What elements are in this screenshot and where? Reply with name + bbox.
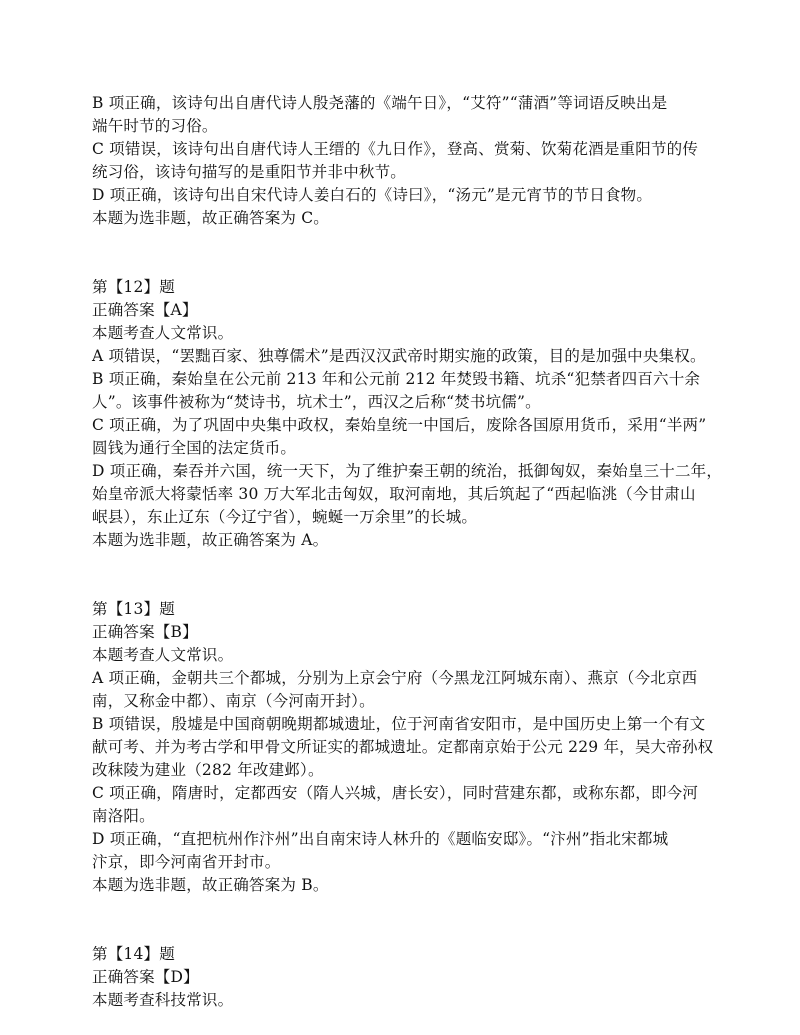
text-line: 本题考查人文常识。 <box>92 646 234 664</box>
question-number: 第【14】题 <box>92 945 175 963</box>
answer-block-13 <box>92 598 722 897</box>
text-line: 本题为选非题，故正确答案为 C。 <box>92 209 329 227</box>
text-line: 汴京，即今河南省开封市。 <box>92 853 281 871</box>
correct-answer: 正确答案【A】 <box>92 301 198 319</box>
text-line: 统习俗，该诗句描写的是重阳节并非中秋节。 <box>92 163 407 181</box>
text-line: 改秣陵为建业（282 年改建邺）。 <box>92 761 324 779</box>
answer-block-11-continued <box>92 92 722 230</box>
text-line: 始皇帝派大将蒙恬率 30 万大军北击匈奴，取河南地，其后筑起了“西起临洮（今甘肃山 <box>92 485 696 503</box>
text-line: C 项正确，隋唐时，定都西安（隋人兴城，唐长安），同时营建东都，或称东都，即今河 <box>92 784 699 802</box>
text-line: C 项正确，为了巩固中央集中政权，秦始皇统一中国后，废除各国原用货币，采用“半两” <box>92 416 707 434</box>
document-page <box>92 92 722 1012</box>
question-number: 第【13】题 <box>92 600 175 618</box>
answer-block-12 <box>92 276 722 552</box>
question-number: 第【12】题 <box>92 278 175 296</box>
text-line: C 项错误，该诗句出自唐代诗人王缙的《九日作》，登高、赏菊、饮菊花酒是重阳节的传 <box>92 140 699 158</box>
text-line: B 项错误，殷墟是中国商朝晚期都城遗址，位于河南省安阳市，是中国历史上第一个有文 <box>92 715 706 733</box>
text-line: 端午时节的习俗。 <box>92 117 218 135</box>
correct-answer: 正确答案【B】 <box>92 623 198 641</box>
text-line: 南，又称金中都）、南京（今河南开封）。 <box>92 692 375 710</box>
text-line: B 项正确，该诗句出自唐代诗人殷尧藩的《端午日》，“艾符”“蒲酒”等词语反映出是 <box>92 94 668 112</box>
text-line: B 项正确，秦始皇在公元前 213 年和公元前 212 年焚毁书籍、坑杀“犯禁者四百六十余 <box>92 370 701 388</box>
text-line: D 项正确，“直把杭州作汴州”出自南宋诗人林升的《题临安邸》。“汴州”指北宋都城 <box>92 830 669 848</box>
correct-answer: 正确答案【D】 <box>92 968 199 986</box>
text-line: 本题为选非题，故正确答案为 A。 <box>92 531 329 549</box>
text-line: 南洛阳。 <box>92 807 155 825</box>
text-line: D 项正确，秦吞并六国，统一天下，为了维护秦王朝的统治，抵御匈奴，秦始皇三十二年， <box>92 462 723 480</box>
text-line: 本题为选非题，故正确答案为 B。 <box>92 876 329 894</box>
text-line: 圆钱为通行全国的法定货币。 <box>92 439 297 457</box>
text-line: A 项正确，金朝共三个都城，分别为上京会宁府（今黑龙江阿城东南）、燕京（今北京西 <box>92 669 698 687</box>
text-line: 岷县），东止辽东（今辽宁省），蜿蜒一万余里”的长城。 <box>92 508 478 526</box>
text-line: 献可考、并为考古学和甲骨文所证实的都城遗址。定都南京始于公元 229 年，吴大帝孙权 <box>92 738 714 756</box>
text-line: 本题考查人文常识。 <box>92 324 234 342</box>
text-line: 本题考查科技常识。 <box>92 991 234 1009</box>
text-line: 人”。该事件被称为“焚诗书，坑术士”，西汉之后称“焚书坑儒”。 <box>92 393 541 411</box>
text-line: A 项错误，“罢黜百家、独尊儒术”是西汉汉武帝时期实施的政策，目的是加强中央集权。 <box>92 347 706 365</box>
answer-block-14 <box>92 943 722 1012</box>
text-line: D 项正确，该诗句出自宋代诗人姜白石的《诗曰》，“汤元”是元宵节的节日食物。 <box>92 186 653 204</box>
